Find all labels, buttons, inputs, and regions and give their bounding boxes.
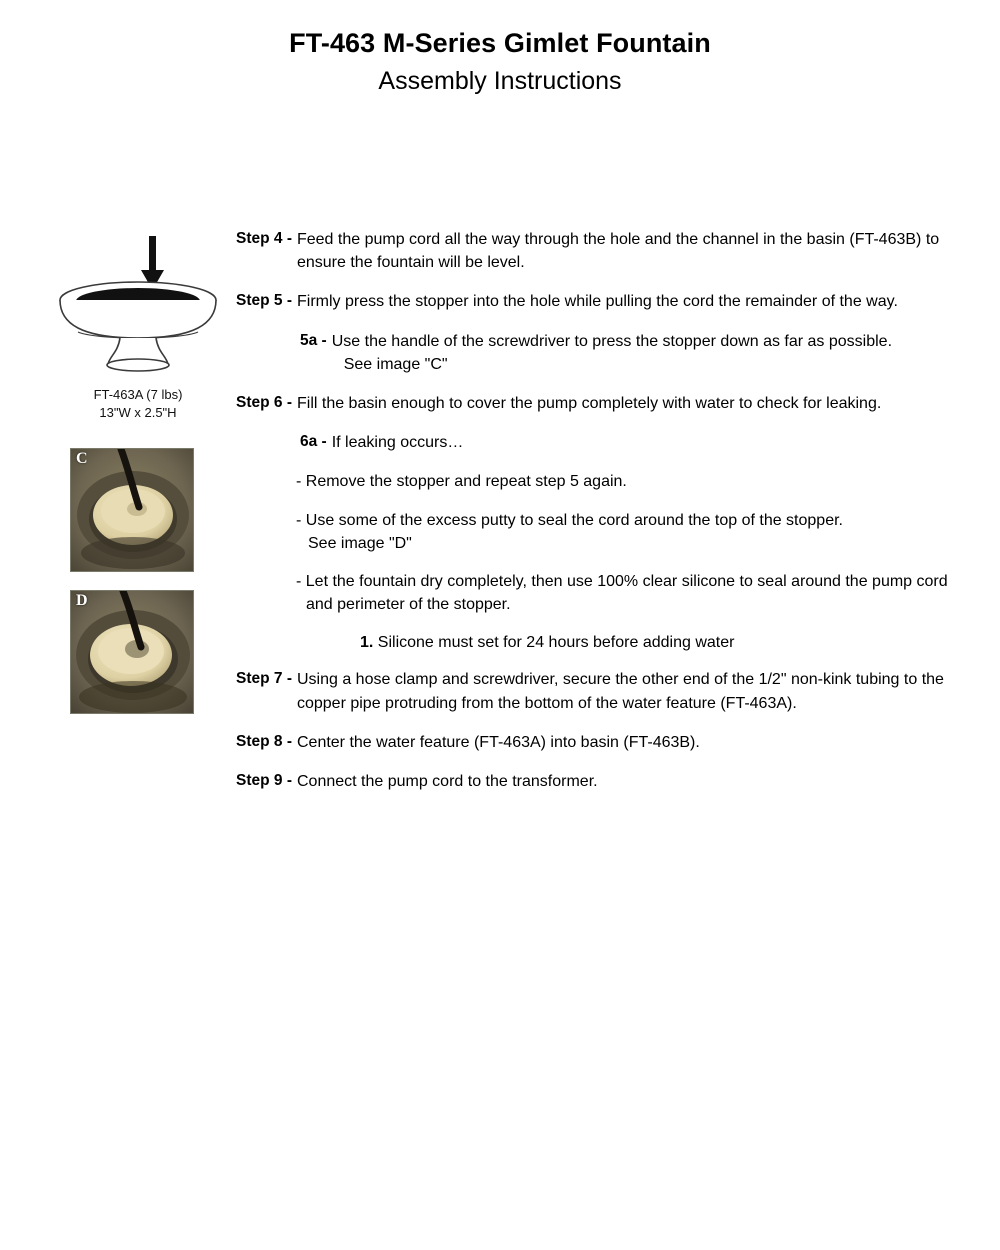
substep-6a-bullet-2-text: - Use some of the excess putty to seal the cord around the top of the stopper. xyxy=(296,511,843,529)
step-7-text: Using a hose clamp and screwdriver, secure the other end of the 1/2" non-kink tubing to the copper pipe protruding from the bottom of the water feature (FT-463A). xyxy=(296,671,944,712)
step-8 xyxy=(236,731,968,754)
fountain-diagram xyxy=(48,228,228,378)
photo-c-image xyxy=(71,449,193,571)
step-9 xyxy=(236,770,968,793)
photo-label-c: C xyxy=(76,450,88,468)
step-8-text: Center the water feature (FT-463A) into basin (FT-463B). xyxy=(296,733,700,751)
step-4 xyxy=(236,228,968,274)
substep-6a-label: 6a - xyxy=(300,433,327,451)
substep-5a-text: Use the handle of the screwdriver to press the stopper down as far as possible. xyxy=(331,332,893,350)
page-title: FT-463 M-Series Gimlet Fountain xyxy=(289,28,711,58)
substep-6a-numbered-1-text: Silicone must set for 24 hours before adding water xyxy=(377,634,735,652)
step-6 xyxy=(236,392,968,415)
step-4-label: Step 4 - xyxy=(236,230,292,247)
figure-caption-line1: FT-463A (7 lbs) xyxy=(93,387,183,402)
step-9-text: Connect the pump cord to the transformer. xyxy=(296,773,598,790)
photo-d-image xyxy=(71,591,193,713)
substep-6a-bullet-1: - Remove the stopper and repeat step 5 again. xyxy=(296,473,627,491)
step-6-text: Fill the basin enough to cover the pump completely with water to check for leaking. xyxy=(296,394,882,412)
photo-d-putty-seal xyxy=(70,590,194,714)
instructions-list xyxy=(236,228,968,809)
step-4-text: Feed the pump cord all the way through the hole and the channel in the basin (FT-463B) to ensure the fountain will be level. xyxy=(296,231,940,272)
step-8-label: Step 8 - xyxy=(236,732,292,750)
step-6-label: Step 6 - xyxy=(236,393,292,411)
step-5 xyxy=(236,290,968,313)
substep-6a-text: If leaking occurs… xyxy=(331,434,464,452)
document-header xyxy=(0,28,1000,96)
substep-5a-label: 5a - xyxy=(300,331,327,349)
photo-label-d: D xyxy=(76,592,88,610)
substep-6a xyxy=(300,431,968,454)
step-5-label: Step 5 - xyxy=(236,292,292,310)
substep-5a xyxy=(300,330,968,376)
substep-6a-numbered-1 xyxy=(360,631,968,654)
step-5-text: Firmly press the stopper into the hole while pulling the cord the remainder of the way. xyxy=(296,293,898,311)
figure-caption xyxy=(48,386,228,421)
fountain-bowl-illustration xyxy=(48,228,228,378)
substep-5a-text-wrap xyxy=(332,330,892,376)
step-9-label: Step 9 - xyxy=(236,772,292,789)
photo-c-stopper-pressed xyxy=(70,448,194,572)
figure-caption-line2: 13"W x 2.5"H xyxy=(99,404,177,420)
substep-6a-bullet-2 xyxy=(296,509,968,555)
substep-6a-bullet-3: - Let the fountain dry completely, then use 100% clear silicone to seal around the pump cord and perimeter of the stopper. xyxy=(296,572,948,614)
substep-6a-numbered-1-number: 1. xyxy=(360,634,374,652)
step-7 xyxy=(236,668,968,714)
page-subtitle: Assembly Instructions xyxy=(378,67,622,95)
step-7-label: Step 7 - xyxy=(236,670,292,688)
substep-5a-image-ref: See image "C" xyxy=(343,355,448,373)
substep-6a-bullet-2-image-ref: See image "D" xyxy=(308,534,412,552)
figures-column xyxy=(48,228,228,714)
